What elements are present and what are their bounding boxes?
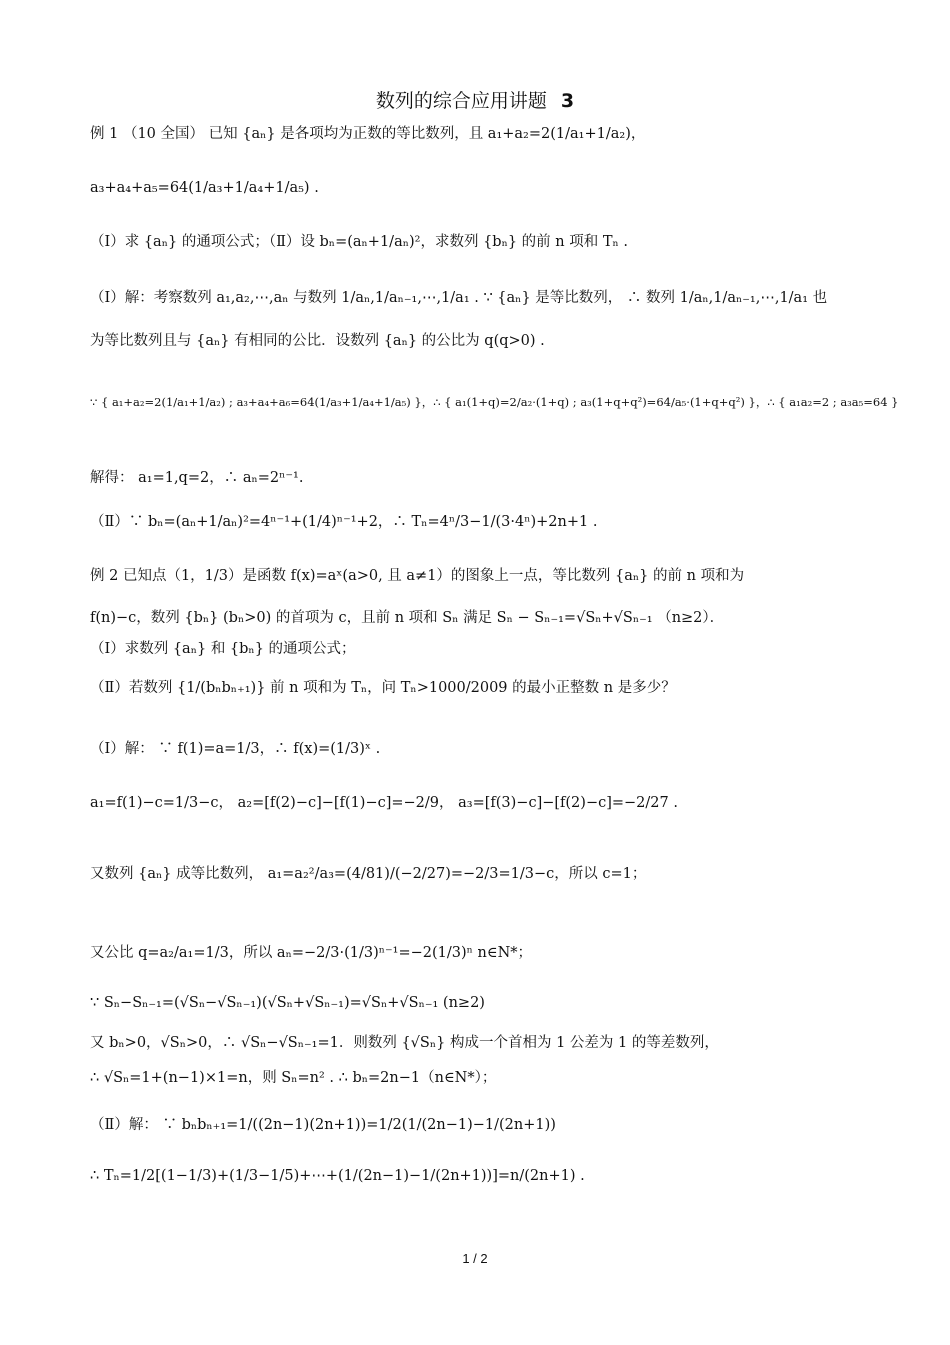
line-4: （Ⅰ）解：考察数列 a₁,a₂,⋯,aₙ 与数列 1/aₙ,1/aₙ₋₁,⋯,1/a₁ . ∵ {aₙ} 是等比数列， ∴ 数列 1/aₙ,1/aₙ₋₁,⋯,1/a₁ 也 (90, 290, 828, 306)
page-title (0, 86, 950, 113)
title-text: 数列的综合应用讲题 (375, 90, 547, 112)
title-number: 3 (560, 90, 575, 112)
line-7: 解得： a₁=1,q=2，∴ aₙ=2ⁿ⁻¹. (90, 470, 304, 486)
line-5: 为等比数列且与 {aₙ} 有相同的公比．设数列 {aₙ} 的公比为 q(q>0) . (90, 333, 545, 349)
line-12: （Ⅱ）若数列 {1/(bₙbₙ₊₁)} 前 n 项和为 Tₙ，问 Tₙ>1000/2009 的最小正整数 n 是多少？ (90, 680, 676, 696)
page-number: 1 / 2 (462, 1251, 488, 1266)
line-3: （Ⅰ）求 {aₙ} 的通项公式；（Ⅱ）设 bₙ=(aₙ+1/aₙ)²，求数列 {bₙ} 的前 n 项和 Tₙ . (90, 234, 629, 250)
line-19: ∴ √Sₙ=1+(n−1)×1=n，则 Sₙ=n² . ∴ bₙ=2n−1（n∈N*）； (90, 1070, 497, 1086)
line-18: 又 bₙ>0，√Sₙ>0，∴ √Sₙ−√Sₙ₋₁=1．则数列 {√Sₙ} 构成一个首相为 1 公差为 1 的等差数列， (90, 1035, 719, 1051)
line-10: f(n)−c，数列 {bₙ} (bₙ>0) 的首项为 c，且前 n 项和 Sₙ 满足 Sₙ − Sₙ₋₁=√Sₙ+√Sₙ₋₁ （n≥2）． (90, 610, 725, 626)
line-16: 又公比 q=a₂/a₁=1/3，所以 aₙ=−2/3·(1/3)ⁿ⁻¹=−2(1/3)ⁿ n∈N*； (90, 945, 533, 961)
line-15: 又数列 {aₙ} 成等比数列， a₁=a₂²/a₃=(4/81)/(−2/27)=−2/3=1/3−c，所以 c=1； (90, 866, 647, 882)
line-13: （Ⅰ）解： ∵ f(1)=a=1/3，∴ f(x)=(1/3)ˣ . (90, 741, 381, 757)
line-9: 例 2 已知点（1，1/3）是函数 f(x)=aˣ(a>0, 且 a≠1）的图象上一点，等比数列 {aₙ} 的前 n 项和为 (90, 568, 745, 584)
line-6: ∵ { a₁+a₂=2(1/a₁+1/a₂) ; a₃+a₄+a₆=64(1/a₃+1/a₄+1/a₅) }，∴ { a₁(1+q)=2/a₂·(1+q) ; a₃(1+q+q²)=64/a₅·(1+q+q²) }，∴ { a₁a₂=2 ; a₃a₅=64 } (90, 395, 899, 409)
line-21: ∴ Tₙ=1/2[(1−1/3)+(1/3−1/5)+⋯+(1/(2n−1)−1/(2n+1))]=n/(2n+1) . (90, 1168, 585, 1184)
line-8: （Ⅱ）∵ bₙ=(aₙ+1/aₙ)²=4ⁿ⁻¹+(1/4)ⁿ⁻¹+2，∴ Tₙ=4ⁿ/3−1/(3·4ⁿ)+2n+1 . (90, 514, 598, 530)
line-11: （Ⅰ）求数列 {aₙ} 和 {bₙ} 的通项公式； (90, 641, 356, 657)
line-17: ∵ Sₙ−Sₙ₋₁=(√Sₙ−√Sₙ₋₁)(√Sₙ+√Sₙ₋₁)=√Sₙ+√Sₙ₋₁ (n≥2) (90, 995, 485, 1011)
line-14: a₁=f(1)−c=1/3−c， a₂=[f(2)−c]−[f(1)−c]=−2/9， a₃=[f(3)−c]−[f(2)−c]=−2/27 . (90, 795, 678, 811)
line-20: （Ⅱ）解： ∵ bₙbₙ₊₁=1/((2n−1)(2n+1))=1/2(1/(2n−1)−1/(2n+1)) (90, 1117, 556, 1133)
line-1: 例 1 （10 全国） 已知 {aₙ} 是各项均为正数的等比数列，且 a₁+a₂=2(1/a₁+1/a₂)， (90, 126, 646, 142)
line-2: a₃+a₄+a₅=64(1/a₃+1/a₄+1/a₅) . (90, 180, 319, 196)
